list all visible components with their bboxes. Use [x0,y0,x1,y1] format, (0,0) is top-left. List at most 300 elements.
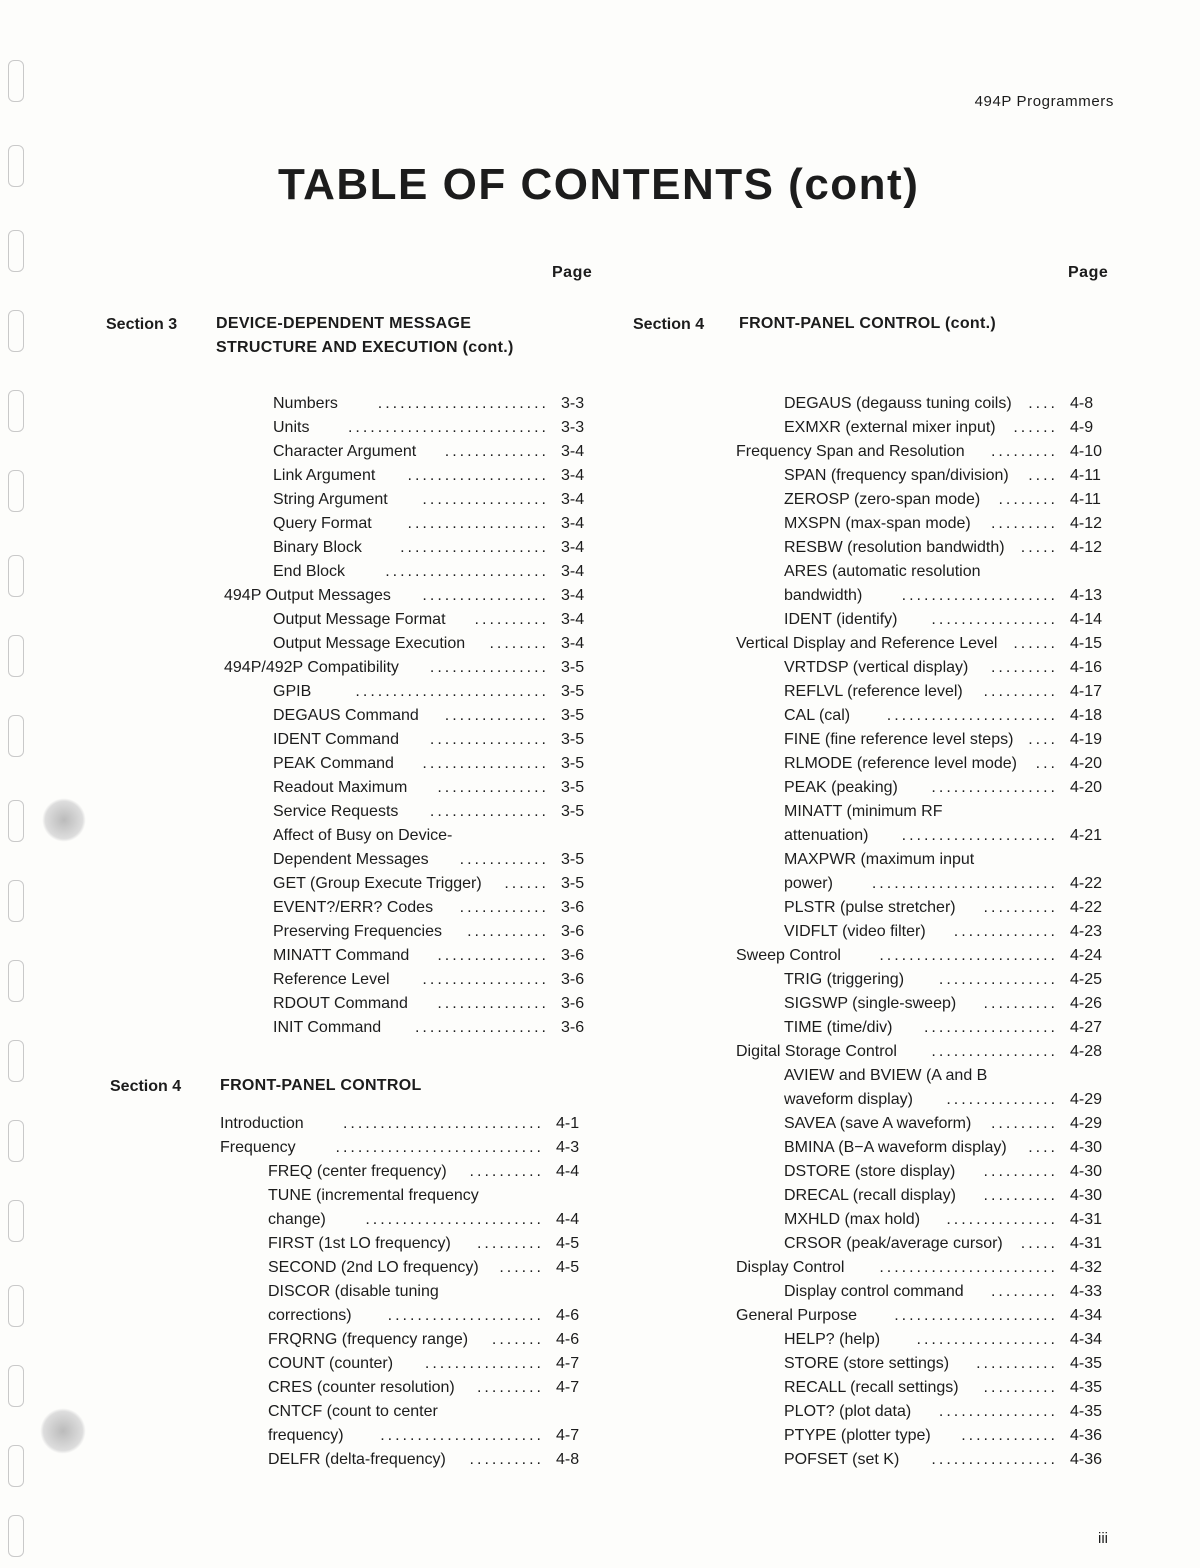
toc-entry-page: 3-5 [561,707,585,724]
dot-leader: ......... [476,1235,544,1252]
dot-leader: ..... [1020,539,1058,556]
toc-entry [736,1088,1112,1112]
toc-entry [224,536,588,560]
toc-entry-page: 4-7 [556,1379,580,1396]
toc-entry [736,968,1112,992]
toc-entry-title: DSTORE (store display) [784,1163,956,1180]
dot-leader: ............... [946,1211,1058,1228]
toc-entry-page: 4-6 [556,1331,580,1348]
toc-entry [224,704,588,728]
toc-entry-title: Link Argument [273,467,376,484]
toc-entry-title: STORE (store settings) [784,1355,950,1372]
toc-entry-page: 4-1 [556,1115,580,1132]
toc-entry-title: ARES (automatic resolution [784,563,981,580]
toc-entry-title: DELFR (delta-frequency) [268,1451,446,1468]
toc-entry-title: corrections) [268,1307,352,1324]
toc-entry-page: 4-25 [1070,971,1103,988]
toc-entry-page: 3-4 [561,491,585,508]
toc-entry-title: SAVEA (save A waveform) [784,1115,972,1132]
toc-entry-page: 4-30 [1070,1187,1103,1204]
toc-entry-title: Output Message Format [273,611,446,628]
dot-leader: .......... [983,995,1058,1012]
toc-entry [220,1112,584,1136]
dot-leader: ........................ [365,1211,544,1228]
running-header: 494P Programmers [974,93,1114,110]
toc-entry-page: 4-30 [1070,1163,1103,1180]
toc-entry [224,800,588,824]
toc-entry-title: PEAK Command [273,755,394,772]
toc-entry-title: PEAK (peaking) [784,779,898,796]
toc-entry [736,824,1112,848]
toc-entry-page: 4-29 [1070,1115,1103,1132]
toc-entry [736,704,1112,728]
toc-entry-page: 4-5 [556,1235,580,1252]
dot-leader: ................. [931,1043,1058,1060]
toc-entry [736,1376,1112,1400]
toc-entry-page: 4-32 [1070,1259,1103,1276]
dot-leader: ................ [429,803,549,820]
toc-entry-page: 3-5 [561,851,585,868]
toc-entry [736,488,1112,512]
toc-entry [736,584,1112,608]
toc-entry-title: Sweep Control [736,947,841,964]
dot-leader: ......... [990,1283,1058,1300]
toc-entry-page: 4-30 [1070,1139,1103,1156]
toc-entry-title: waveform display) [784,1091,913,1108]
toc-entry-page: 4-3 [556,1139,580,1156]
toc-entry-page: 4-4 [556,1211,580,1228]
toc-entry [736,800,1112,824]
dot-leader: ................ [938,971,1058,988]
toc-entry-page: 3-4 [561,443,585,460]
toc-entry-page: 3-3 [561,395,585,412]
toc-entry-page: 4-24 [1070,947,1103,964]
dot-leader: ............................ [335,1139,544,1156]
toc-entry [736,776,1112,800]
toc-entry-title: End Block [273,563,346,580]
toc-entry [220,1448,584,1472]
toc-entry-page: 3-4 [561,515,585,532]
section-title-line: DEVICE-DEPENDENT MESSAGE [216,315,472,332]
toc-entry [736,464,1112,488]
dot-leader: ................... [407,515,549,532]
scan-speck [42,798,86,842]
toc-list-right [736,392,1112,1472]
toc-entry [224,632,588,656]
dot-leader: ............... [946,1091,1058,1108]
toc-entry-title: FIRST (1st LO frequency) [268,1235,451,1252]
dot-leader: ....................... [886,707,1058,724]
toc-entry-page: 4-36 [1070,1427,1103,1444]
toc-entry [736,1160,1112,1184]
dot-leader: ........... [467,923,549,940]
toc-list-section4 [220,1112,584,1472]
toc-entry [736,416,1112,440]
dot-leader: ............ [459,899,549,916]
toc-entry [736,1112,1112,1136]
toc-entry [224,944,588,968]
toc-entry [736,752,1112,776]
toc-entry-title: DISCOR (disable tuning [268,1283,439,1300]
toc-entry-title: Service Requests [273,803,399,820]
toc-entry [224,776,588,800]
toc-entry [224,512,588,536]
dot-leader: ................... [916,1331,1058,1348]
scan-speck [40,1408,86,1454]
dot-leader: ......................... [871,875,1058,892]
toc-entry [224,752,588,776]
toc-entry [220,1208,584,1232]
toc-entry-page: 4-11 [1070,467,1101,484]
dot-leader: ......... [476,1379,544,1396]
toc-entry-title: MXSPN (max-span mode) [784,515,971,532]
toc-entry [220,1232,584,1256]
toc-entry-title: Introduction [220,1115,304,1132]
toc-entry-page: 3-5 [561,755,585,772]
toc-entry [736,536,1112,560]
dot-leader: .......... [469,1451,544,1468]
dot-leader: ......... [990,443,1058,460]
toc-entry-title: General Purpose [736,1307,857,1324]
toc-entry-title: MAXPWR (maximum input [784,851,975,868]
toc-entry [224,1016,588,1040]
section-title-line: STRUCTURE AND EXECUTION (cont.) [216,339,514,356]
toc-entry-page: 3-4 [561,467,585,484]
toc-entry-title: Frequency [220,1139,296,1156]
dot-leader: ........................ [879,1259,1058,1276]
toc-entry-page: 4-8 [1070,395,1094,412]
toc-entry-page: 4-29 [1070,1091,1103,1108]
dot-leader: ............. [961,1427,1058,1444]
dot-leader: ........ [489,635,549,652]
toc-entry-page: 4-7 [556,1355,580,1372]
dot-leader: .......................... [355,683,549,700]
toc-entry-page: 4-12 [1070,539,1103,556]
toc-entry-page: 3-6 [561,947,585,964]
toc-list-section3 [224,392,588,1040]
dot-leader: ....................... [377,395,549,412]
section-title [216,312,514,360]
toc-entry-title: Numbers [273,395,338,412]
toc-entry [224,728,588,752]
toc-entry-page: 4-8 [556,1451,580,1468]
section-title: FRONT-PANEL CONTROL [220,1077,422,1094]
dot-leader: ................. [422,971,549,988]
toc-entry-page: 4-20 [1070,779,1103,796]
toc-entry-title: HELP? (help) [784,1331,881,1348]
toc-entry-page: 3-5 [561,683,585,700]
toc-entry-page: 4-12 [1070,515,1103,532]
toc-entry-page: 4-22 [1070,899,1103,916]
toc-entry-page: 4-35 [1070,1355,1103,1372]
dot-leader: ........... [976,1355,1058,1372]
dot-leader: ..................... [901,827,1058,844]
toc-entry [736,1400,1112,1424]
toc-entry-title: Binary Block [273,539,362,556]
toc-entry-page: 4-35 [1070,1379,1103,1396]
toc-entry-page: 4-14 [1070,611,1103,628]
toc-entry-title: DEGAUS Command [273,707,419,724]
toc-entry-title: TIME (time/div) [784,1019,893,1036]
toc-entry-title: Affect of Busy on Device- [273,827,453,844]
toc-entry [224,824,588,848]
toc-entry [736,1136,1112,1160]
dot-leader: .......... [983,899,1058,916]
toc-entry-page: 4-34 [1070,1307,1103,1324]
toc-entry-page: 4-20 [1070,755,1103,772]
toc-entry-title: DEGAUS (degauss tuning coils) [784,395,1012,412]
toc-entry [220,1424,584,1448]
dot-leader: ....... [491,1331,544,1348]
section-number: Section 4 [110,1078,182,1095]
toc-entry-page: 4-21 [1070,827,1103,844]
toc-entry [736,1256,1112,1280]
toc-entry-page: 4-6 [556,1307,580,1324]
toc-entry [220,1400,584,1424]
toc-entry [224,560,588,584]
page-title: TABLE OF CONTENTS (cont) [278,160,920,209]
toc-entry [224,680,588,704]
toc-entry-page: 4-11 [1070,491,1101,508]
dot-leader: ...... [499,1259,544,1276]
dot-leader: .............. [953,923,1058,940]
toc-entry [736,872,1112,896]
toc-entry-title: RDOUT Command [273,995,408,1012]
toc-entry [224,992,588,1016]
toc-entry [224,488,588,512]
toc-entry [736,1352,1112,1376]
dot-leader: ........................... [342,1115,544,1132]
toc-entry [220,1352,584,1376]
toc-entry-title: CAL (cal) [784,707,851,724]
toc-entry-page: 3-5 [561,659,585,676]
toc-entry [736,1184,1112,1208]
toc-entry-title: 494P/492P Compatibility [224,659,399,676]
toc-entry-title: String Argument [273,491,388,508]
toc-entry [736,944,1112,968]
toc-entry [224,464,588,488]
toc-entry-page: 3-6 [561,995,585,1012]
dot-leader: ........ [998,491,1058,508]
left-page-column-label: Page [552,264,593,281]
dot-leader: .......... [474,611,549,628]
toc-entry-page: 4-31 [1070,1211,1103,1228]
dot-leader: ................... [407,467,549,484]
toc-entry-page: 4-7 [556,1427,580,1444]
dot-leader: .......... [983,683,1058,700]
toc-entry-page: 4-35 [1070,1403,1103,1420]
toc-entry-title: SIGSWP (single-sweep) [784,995,957,1012]
dot-leader: ................. [422,587,549,604]
page-number: iii [1098,1530,1108,1547]
toc-entry-title: Display Control [736,1259,845,1276]
toc-entry-title: BMINA (B−A waveform display) [784,1139,1007,1156]
toc-entry [736,1280,1112,1304]
toc-entry-title: Preserving Frequencies [273,923,442,940]
toc-entry-page: 3-5 [561,779,585,796]
toc-entry [220,1136,584,1160]
toc-entry [736,512,1112,536]
toc-entry-page: 4-5 [556,1259,580,1276]
toc-entry-title: POFSET (set K) [784,1451,900,1468]
dot-leader: .............. [444,707,549,724]
toc-entry-title: frequency) [268,1427,344,1444]
toc-entry-title: MXHLD (max hold) [784,1211,921,1228]
toc-entry [224,584,588,608]
toc-entry-page: 4-4 [556,1163,580,1180]
toc-entry-title: RESBW (resolution bandwidth) [784,539,1005,556]
toc-entry [736,560,1112,584]
toc-entry-page: 4-18 [1070,707,1103,724]
toc-entry [220,1280,584,1304]
toc-entry [736,656,1112,680]
dot-leader: .......... [983,1187,1058,1204]
toc-entry-title: VRTDSP (vertical display) [784,659,969,676]
toc-entry [224,608,588,632]
toc-entry-page: 4-16 [1070,659,1103,676]
toc-entry [736,1304,1112,1328]
toc-entry [220,1256,584,1280]
toc-entry [736,440,1112,464]
toc-entry [220,1304,584,1328]
toc-entry [736,1424,1112,1448]
toc-entry-title: RLMODE (reference level mode) [784,755,1017,772]
toc-entry-title: PLSTR (pulse stretcher) [784,899,956,916]
dot-leader: ........................ [879,947,1058,964]
toc-entry-title: AVIEW and BVIEW (A and B [784,1067,988,1084]
toc-entry-page: 4-33 [1070,1283,1103,1300]
toc-entry-title: Display control command [784,1283,964,1300]
toc-entry-title: ZEROSP (zero-span mode) [784,491,981,508]
dot-leader: .... [1028,395,1058,412]
toc-entry [224,656,588,680]
toc-entry-page: 4-22 [1070,875,1103,892]
toc-entry [224,416,588,440]
toc-entry-page: 3-4 [561,563,585,580]
toc-entry [736,1208,1112,1232]
dot-leader: ................. [422,755,549,772]
dot-leader: .................... [400,539,549,556]
toc-entry-title: CRES (counter resolution) [268,1379,455,1396]
toc-entry [224,896,588,920]
dot-leader: ...................... [385,563,549,580]
dot-leader: ...... [1013,419,1058,436]
toc-entry-page: 3-4 [561,539,585,556]
toc-entry-title: VIDFLT (video filter) [784,923,926,940]
section-number: Section 4 [633,316,705,333]
dot-leader: ................ [429,659,549,676]
section-number: Section 3 [106,316,178,333]
dot-leader: ................ [429,731,549,748]
toc-entry-title: TUNE (incremental frequency [268,1187,479,1204]
toc-entry [736,1448,1112,1472]
toc-entry [224,392,588,416]
toc-entry-page: 4-26 [1070,995,1103,1012]
toc-entry-title: bandwidth) [784,587,863,604]
dot-leader: .... [1028,731,1058,748]
toc-entry-title: Digital Storage Control [736,1043,897,1060]
toc-entry-page: 4-17 [1070,683,1103,700]
toc-entry [224,920,588,944]
toc-entry-page: 4-36 [1070,1451,1103,1468]
toc-entry-title: Output Message Execution [273,635,466,652]
dot-leader: ... [1035,755,1058,772]
dot-leader: .......... [983,1379,1058,1396]
toc-entry [736,1328,1112,1352]
dot-leader: ......... [990,659,1058,676]
toc-entry [736,608,1112,632]
dot-leader: ................. [931,779,1058,796]
dot-leader: ..................... [901,587,1058,604]
toc-entry-page: 3-4 [561,587,585,604]
toc-entry [224,848,588,872]
toc-entry [736,992,1112,1016]
toc-entry-title: Units [273,419,310,436]
toc-entry-title: 494P Output Messages [224,587,391,604]
toc-entry-page: 3-5 [561,803,585,820]
toc-entry-title: INIT Command [273,1019,382,1036]
dot-leader: .............. [444,443,549,460]
dot-leader: ...................... [894,1307,1058,1324]
toc-entry [736,1232,1112,1256]
toc-entry [220,1160,584,1184]
toc-entry-title: CNTCF (count to center [268,1403,438,1420]
toc-entry-title: Dependent Messages [273,851,429,868]
toc-entry-title: Readout Maximum [273,779,408,796]
toc-entry-title: GET (Group Execute Trigger) [273,875,482,892]
toc-entry-title: SECOND (2nd LO frequency) [268,1259,479,1276]
dot-leader: ......... [990,515,1058,532]
toc-entry-page: 3-4 [561,635,585,652]
toc-entry-page: 4-9 [1070,419,1094,436]
toc-entry [224,872,588,896]
toc-entry-page: 4-27 [1070,1019,1103,1036]
toc-entry-title: IDENT Command [273,731,399,748]
toc-entry [224,440,588,464]
dot-leader: ......... [990,1115,1058,1132]
toc-entry [736,1064,1112,1088]
toc-entry-title: CRSOR (peak/average cursor) [784,1235,1003,1252]
toc-entry-page: 3-6 [561,899,585,916]
dot-leader: ..................... [387,1307,544,1324]
toc-entry-title: attenuation) [784,827,869,844]
toc-entry-page: 4-13 [1070,587,1103,604]
dot-leader: .......... [469,1163,544,1180]
dot-leader: ................ [938,1403,1058,1420]
toc-entry-page: 4-19 [1070,731,1103,748]
dot-leader: .... [1028,467,1058,484]
dot-leader: ................. [422,491,549,508]
toc-entry-title: FINE (fine reference level steps) [784,731,1014,748]
dot-leader: ..... [1020,1235,1058,1252]
toc-entry-page: 3-6 [561,971,585,988]
toc-entry-page: 4-10 [1070,443,1103,460]
dot-leader: .......... [983,1163,1058,1180]
toc-entry-page: 4-31 [1070,1235,1103,1252]
toc-entry-title: PTYPE (plotter type) [784,1427,931,1444]
toc-entry-page: 3-6 [561,923,585,940]
toc-entry-title: Reference Level [273,971,390,988]
toc-entry-title: power) [784,875,833,892]
toc-entry-title: FREQ (center frequency) [268,1163,447,1180]
dot-leader: .................. [414,1019,549,1036]
toc-entry [736,1040,1112,1064]
toc-entry-title: DRECAL (recall display) [784,1187,956,1204]
toc-entry-title: COUNT (counter) [268,1355,394,1372]
dot-leader: ...... [1013,635,1058,652]
toc-entry-title: REFLVL (reference level) [784,683,963,700]
dot-leader: ............... [437,995,549,1012]
